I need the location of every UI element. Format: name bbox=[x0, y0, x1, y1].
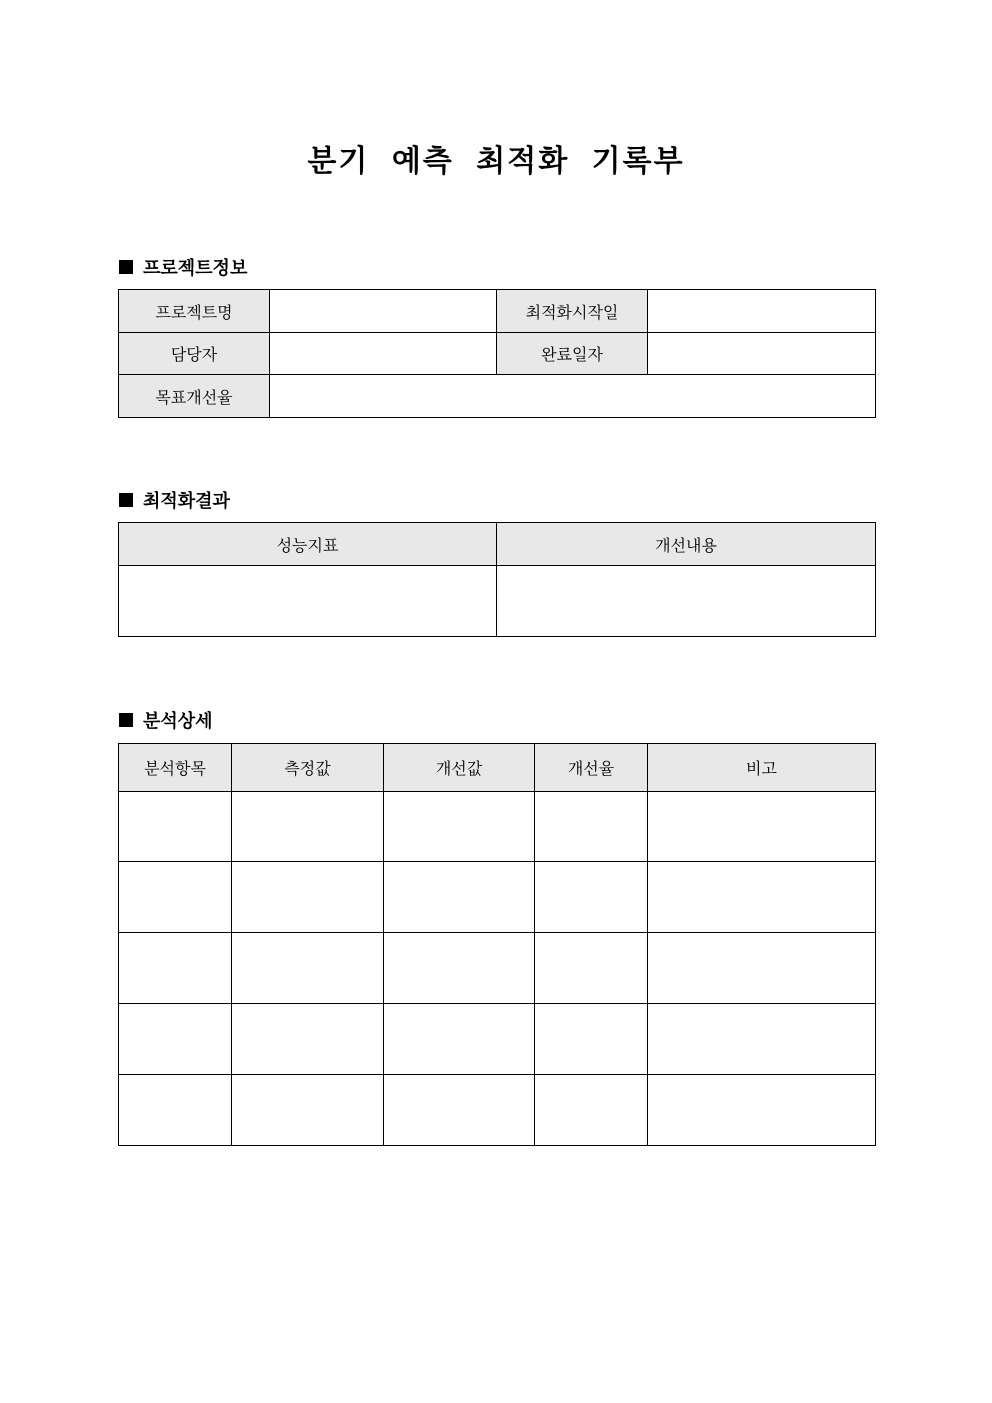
table-row bbox=[119, 1075, 876, 1146]
measured-value-cell[interactable] bbox=[232, 1004, 384, 1075]
project-name-label: 프로젝트명 bbox=[119, 290, 270, 333]
table-row bbox=[119, 566, 876, 637]
table-row bbox=[119, 862, 876, 933]
improvement-details-cell[interactable] bbox=[497, 566, 876, 637]
improvement-rate-cell[interactable] bbox=[535, 1004, 648, 1075]
target-rate-label: 목표개선율 bbox=[119, 375, 270, 418]
table-row bbox=[119, 290, 876, 333]
square-bullet-icon bbox=[119, 493, 133, 507]
improved-value-cell[interactable] bbox=[384, 1004, 535, 1075]
analysis-item-cell[interactable] bbox=[119, 1075, 232, 1146]
column-header-remarks: 비고 bbox=[648, 744, 876, 792]
target-rate-field[interactable] bbox=[270, 375, 876, 418]
column-header-analysis-item: 분석항목 bbox=[119, 744, 232, 792]
performance-metric-cell[interactable] bbox=[119, 566, 497, 637]
measured-value-cell[interactable] bbox=[232, 933, 384, 1004]
square-bullet-icon bbox=[119, 713, 133, 727]
improved-value-cell[interactable] bbox=[384, 933, 535, 1004]
analysis-item-cell[interactable] bbox=[119, 933, 232, 1004]
improved-value-cell[interactable] bbox=[384, 1075, 535, 1146]
measured-value-cell[interactable] bbox=[232, 862, 384, 933]
remarks-cell[interactable] bbox=[648, 1004, 876, 1075]
remarks-cell[interactable] bbox=[648, 862, 876, 933]
remarks-cell[interactable] bbox=[648, 792, 876, 862]
analysis-item-cell[interactable] bbox=[119, 1004, 232, 1075]
section-heading-results bbox=[119, 487, 230, 513]
start-date-label: 최적화시작일 bbox=[497, 290, 648, 333]
measured-value-cell[interactable] bbox=[232, 792, 384, 862]
column-header-improvement-details: 개선내용 bbox=[497, 523, 876, 566]
column-header-improvement-rate: 개선율 bbox=[535, 744, 648, 792]
section-heading-label: 프로젝트정보 bbox=[143, 258, 248, 279]
column-header-improved-value: 개선값 bbox=[384, 744, 535, 792]
section-heading-project-info bbox=[119, 254, 247, 280]
table-header-row bbox=[119, 523, 876, 566]
analysis-item-cell[interactable] bbox=[119, 792, 232, 862]
section-heading-label: 최적화결과 bbox=[143, 491, 230, 512]
table-row bbox=[119, 933, 876, 1004]
project-name-field[interactable] bbox=[270, 290, 497, 333]
analysis-table bbox=[118, 743, 876, 1146]
table-row bbox=[119, 792, 876, 862]
end-date-label: 완료일자 bbox=[497, 333, 648, 375]
analysis-item-cell[interactable] bbox=[119, 862, 232, 933]
table-row bbox=[119, 1004, 876, 1075]
improved-value-cell[interactable] bbox=[384, 862, 535, 933]
results-table bbox=[118, 522, 876, 637]
section-heading-label: 분석상세 bbox=[143, 711, 213, 732]
improvement-rate-cell[interactable] bbox=[535, 1075, 648, 1146]
document-title: 분기 예측 최적화 기록부 bbox=[307, 144, 685, 179]
owner-label: 담당자 bbox=[119, 333, 270, 375]
table-row bbox=[119, 333, 876, 375]
remarks-cell[interactable] bbox=[648, 1075, 876, 1146]
improved-value-cell[interactable] bbox=[384, 792, 535, 862]
start-date-field[interactable] bbox=[648, 290, 876, 333]
end-date-field[interactable] bbox=[648, 333, 876, 375]
improvement-rate-cell[interactable] bbox=[535, 862, 648, 933]
column-header-measured-value: 측정값 bbox=[232, 744, 384, 792]
square-bullet-icon bbox=[119, 260, 133, 274]
owner-field[interactable] bbox=[270, 333, 497, 375]
improvement-rate-cell[interactable] bbox=[535, 792, 648, 862]
measured-value-cell[interactable] bbox=[232, 1075, 384, 1146]
table-header-row bbox=[119, 744, 876, 792]
project-info-table bbox=[118, 289, 876, 418]
table-row bbox=[119, 375, 876, 418]
improvement-rate-cell[interactable] bbox=[535, 933, 648, 1004]
remarks-cell[interactable] bbox=[648, 933, 876, 1004]
column-header-performance-metric: 성능지표 bbox=[119, 523, 497, 566]
section-heading-analysis bbox=[119, 707, 213, 733]
